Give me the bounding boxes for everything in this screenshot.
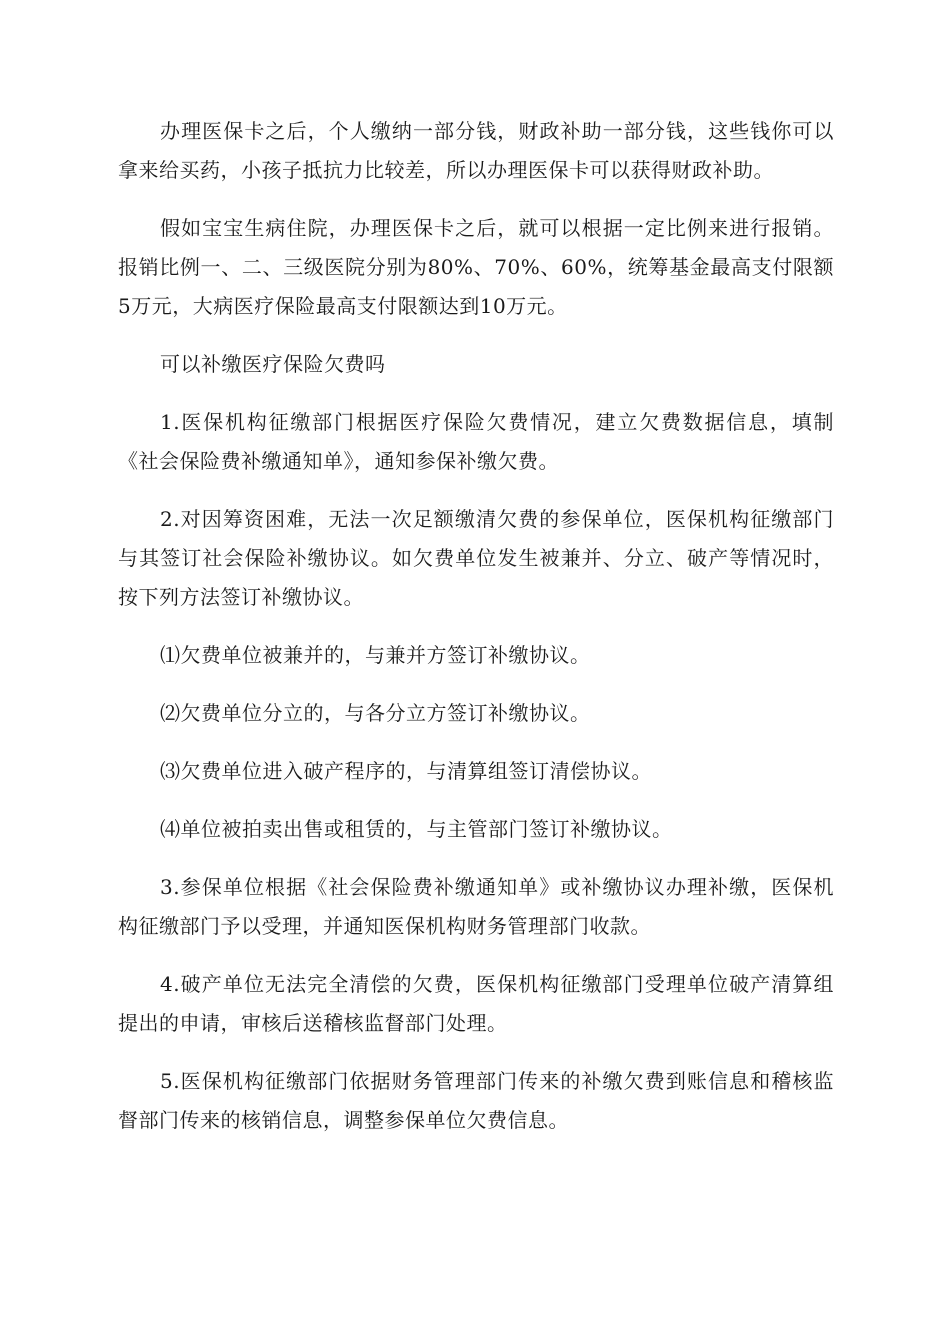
- section-heading-arrears: 可以补缴医疗保险欠费吗: [160, 352, 386, 376]
- paragraph-step-5: 5.医保机构征缴部门依据财务管理部门传来的补缴欠费到账信息和稽核监督部门传来的核销信息，调整参保单位欠费信息。: [118, 1069, 834, 1132]
- paragraph-step-4: 4.破产单位无法完全清偿的欠费，医保机构征缴部门受理单位破产清算组提出的申请，审核后送稽核监督部门处理。: [118, 972, 834, 1035]
- paragraph-step-1: 1.医保机构征缴部门根据医疗保险欠费情况，建立欠费数据信息，填制《社会保险费补缴通知单》，通知参保补缴欠费。: [118, 410, 834, 473]
- paragraph-medical-card-subsidy: 办理医保卡之后，个人缴纳一部分钱，财政补助一部分钱，这些钱你可以拿来给买药，小孩子抵抗力比较差，所以办理医保卡可以获得财政补助。: [118, 119, 834, 182]
- paragraph-step-2: 2.对因筹资困难，无法一次足额缴清欠费的参保单位，医保机构征缴部门与其签订社会保险补缴协议。如欠费单位发生被兼并、分立、破产等情况时，按下列方法签订补缴协议。: [118, 507, 834, 609]
- paragraph-sub-item-1: ⑴欠费单位被兼并的，与兼并方签订补缴协议。: [160, 643, 591, 667]
- document-body: [118, 112, 834, 1159]
- paragraph-sub-item-3: ⑶欠费单位进入破产程序的，与清算组签订清偿协议。: [160, 759, 652, 783]
- paragraph-reimbursement-ratio: 假如宝宝生病住院，办理医保卡之后，就可以根据一定比例来进行报销。报销比例一、二、三级医院分别为80%、70%、60%，统筹基金最高支付限额5万元，大病医疗保险最高支付限额达到10万元。: [118, 216, 834, 318]
- paragraph-sub-item-4: ⑷单位被拍卖出售或租赁的，与主管部门签订补缴协议。: [160, 817, 673, 841]
- paragraph-sub-item-2: ⑵欠费单位分立的，与各分立方签订补缴协议。: [160, 701, 591, 725]
- paragraph-step-3: 3.参保单位根据《社会保险费补缴通知单》或补缴协议办理补缴，医保机构征缴部门予以受理，并通知医保机构财务管理部门收款。: [118, 875, 834, 938]
